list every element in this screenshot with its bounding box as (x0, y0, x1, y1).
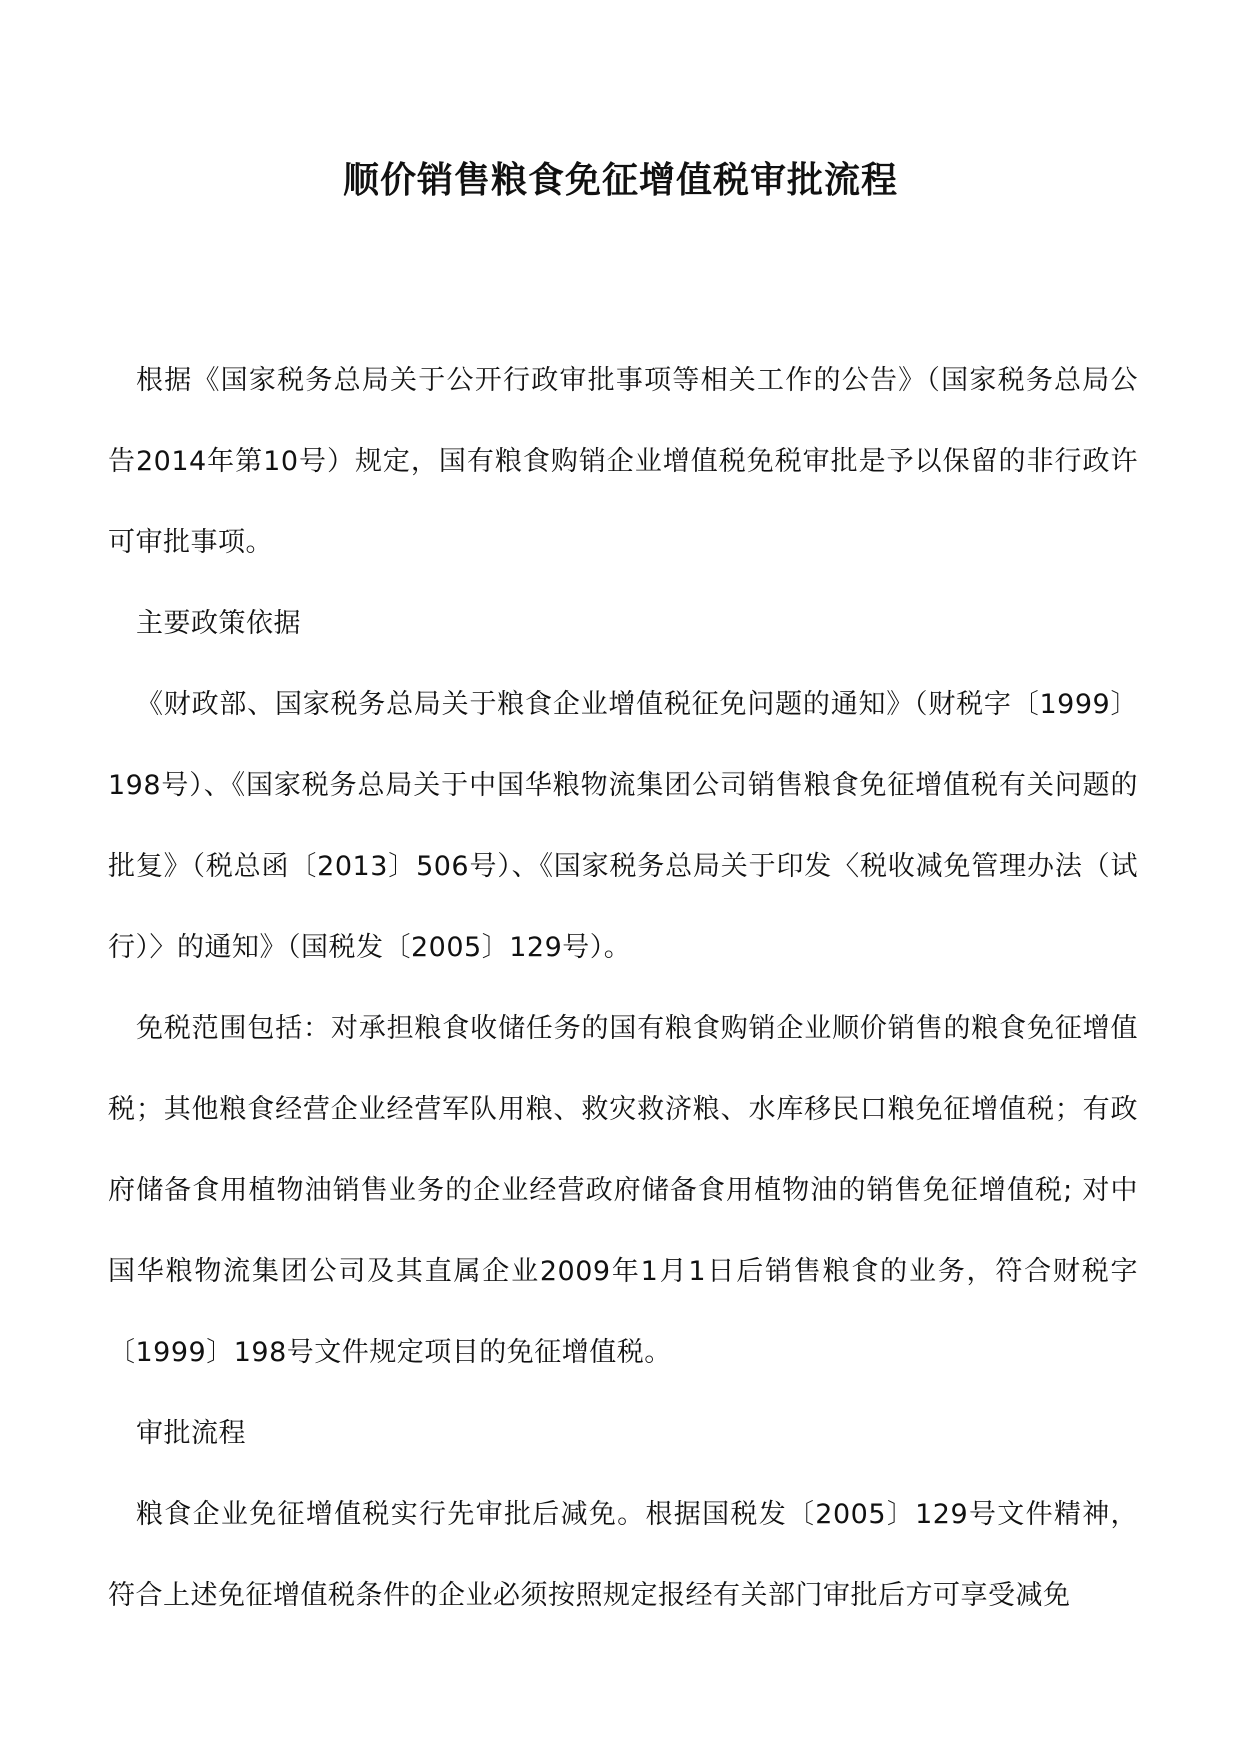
document-body (108, 340, 1138, 1636)
paragraph-policy-documents: 《财政部、国家税务总局关于粮食企业增值税征免问题的通知》（财税字〔1999〕198号）、《国家税务总局关于中国华粮物流集团公司销售粮食免征增值税有关问题的批复》（税总函〔2013〕506号）、《国家税务总局关于印发〈税收减免管理办法（试行）〉的通知》（国税发〔2005〕129号）。 (108, 689, 1138, 963)
document-title: 顺价销售粮食免征增值税审批流程 (342, 159, 898, 201)
paragraph-approval-process: 粮食企业免征增值税实行先审批后减免。根据国税发〔2005〕129号文件精神，符合上述免征增值税条件的企业必须按照规定报经有关部门审批后方可享受减免 (108, 1499, 1138, 1611)
section-heading-policy-basis: 主要政策依据 (136, 608, 301, 639)
paragraph-legal-basis-intro: 根据《国家税务总局关于公开行政审批事项等相关工作的公告》（国家税务总局公告2014年第10号）规定，国有粮食购销企业增值税免税审批是予以保留的非行政许可审批事项。 (108, 365, 1138, 558)
section-heading-approval-process: 审批流程 (136, 1418, 246, 1449)
paragraph-exemption-scope: 免税范围包括：对承担粮食收储任务的国有粮食购销企业顺价销售的粮食免征增值税；其他粮食经营企业经营军队用粮、救灾救济粮、水库移民口粮免征增值税；有政府储备食用植物油销售业务的企业经营政府储备食用植物油的销售免征增值税; 对中国华粮物流集团公司及其直属企业2009年1月1日后销售粮食的业务，符合财税字〔1999〕198号文件规定项目的免征增值税。 (108, 1013, 1138, 1368)
